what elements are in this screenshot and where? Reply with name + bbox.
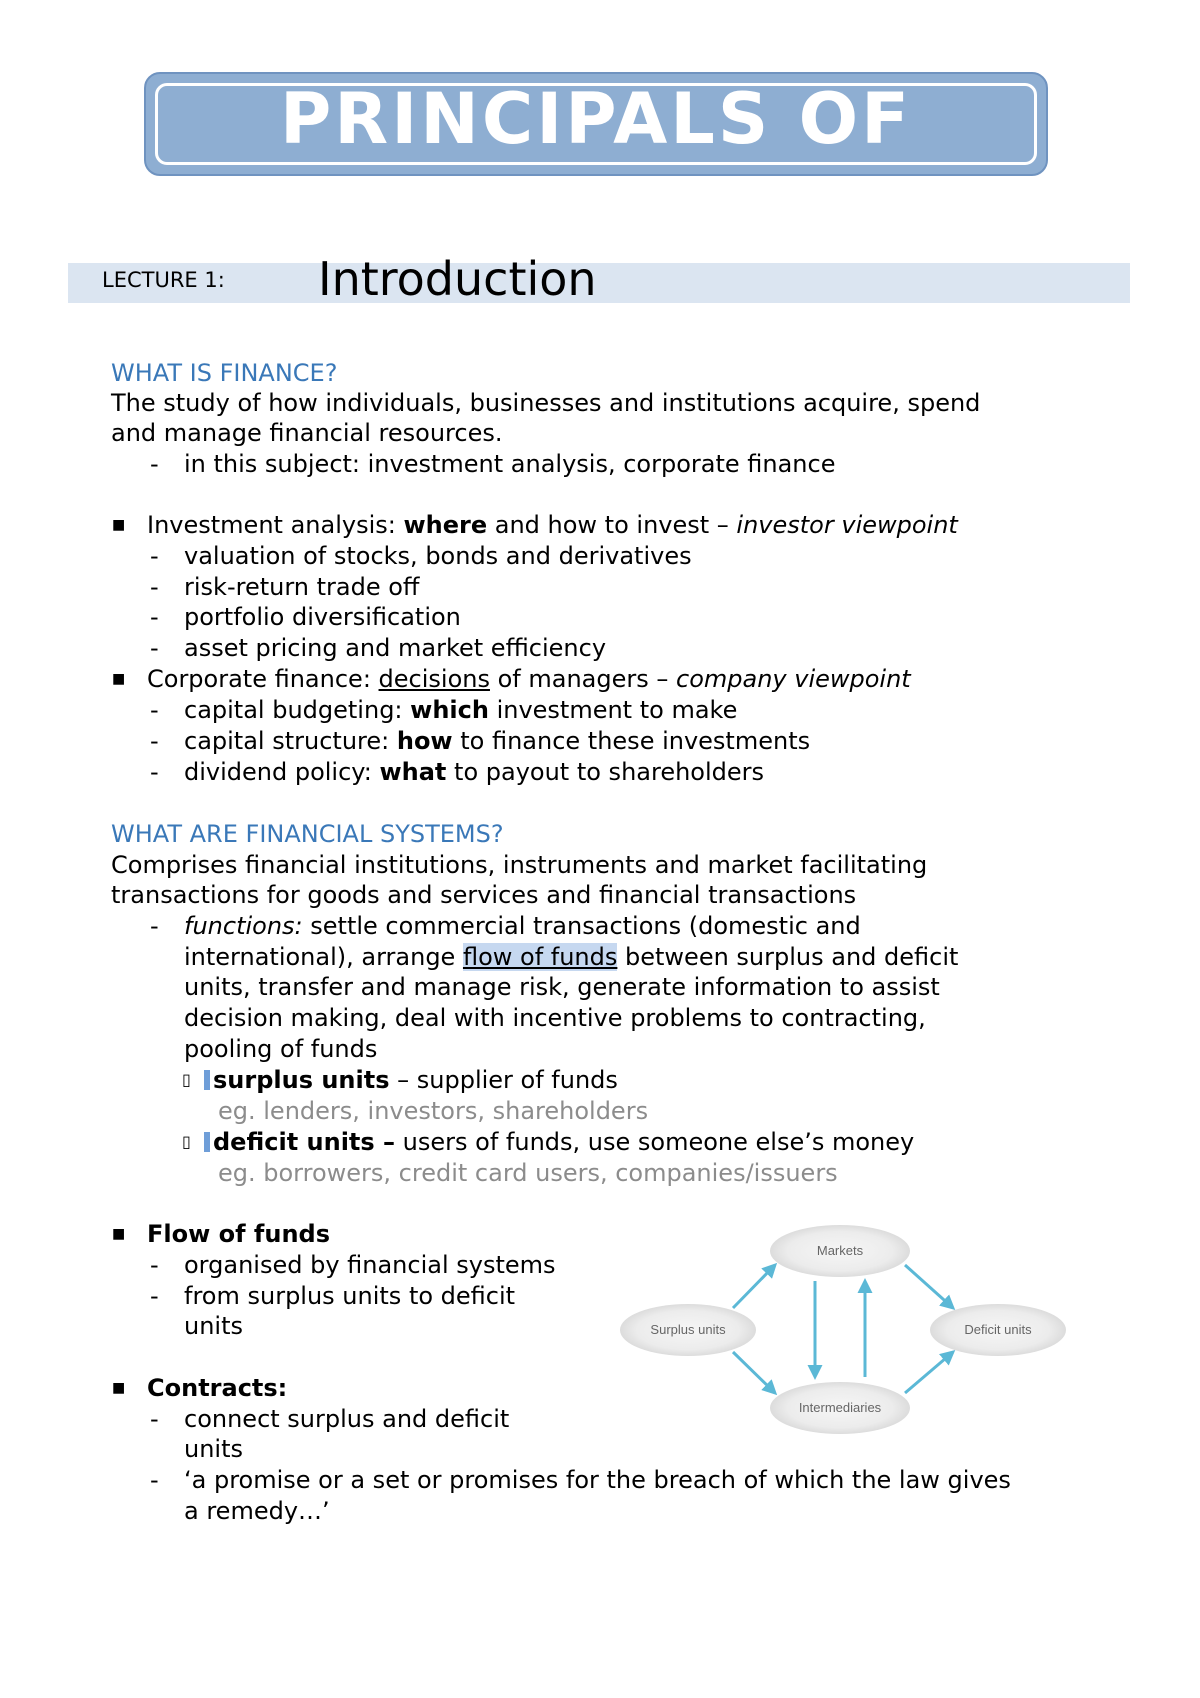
corporate-finance-line: Corporate finance: decisions of managers – company viewpoint	[147, 665, 911, 693]
arrow-markets-to-deficit	[905, 1265, 953, 1308]
systems-heading: WHAT ARE FINANCIAL SYSTEMS?	[111, 820, 504, 848]
dash: -	[150, 634, 159, 662]
list-item: valuation of stocks, bonds and derivatives	[184, 542, 692, 570]
dash: -	[150, 1282, 159, 1310]
markets-label: Markets	[816, 1243, 864, 1258]
surplus-examples: eg. lenders, investors, shareholders	[218, 1097, 649, 1125]
functions-line-1: functions: settle commercial transactions (domestic and	[184, 912, 861, 940]
systems-definition-2: transactions for goods and services and financial transactions	[111, 881, 857, 909]
surplus-units-line: surplus units – supplier of funds	[204, 1065, 618, 1095]
functions-line-4: decision making, deal with incentive problems to contracting,	[184, 1004, 926, 1032]
list-item: capital structure: how to finance these investments	[184, 727, 811, 755]
list-item: risk-return trade off	[184, 573, 420, 601]
list-item: capital budgeting: which investment to make	[184, 696, 738, 724]
investment-analysis-line: Investment analysis: where and how to invest – investor viewpoint	[147, 511, 958, 539]
deficit-examples: eg. borrowers, credit card users, companies/issuers	[218, 1159, 838, 1187]
finance-definition-2: and manage financial resources.	[111, 419, 503, 447]
subject-note: in this subject: investment analysis, corporate finance	[184, 450, 836, 478]
dash: -	[150, 1466, 159, 1494]
list-item: dividend policy: what to payout to shareholders	[184, 758, 765, 786]
list-item: ‘a promise or a set or promises for the breach of which the law gives	[184, 1466, 1011, 1494]
contracts-heading: Contracts:	[147, 1374, 288, 1402]
list-item: asset pricing and market efficiency	[184, 634, 607, 662]
list-item-continued: a remedy…’	[184, 1497, 330, 1525]
arrow-surplus-to-markets	[733, 1265, 775, 1308]
dash: -	[150, 696, 159, 724]
list-item: portfolio diversification	[184, 603, 461, 631]
dash: -	[150, 1405, 159, 1433]
list-item: connect surplus and deficit	[184, 1405, 510, 1433]
list-item: organised by financial systems	[184, 1251, 556, 1279]
flow-of-funds-diagram	[615, 1225, 1075, 1465]
bullet-icon: ■	[112, 517, 126, 533]
title-banner	[144, 72, 1048, 176]
lecture-label: LECTURE 1:	[102, 268, 225, 292]
dash: -	[150, 542, 159, 570]
deficit-units-line: deficit units – users of funds, use someone else’s money	[204, 1127, 914, 1157]
list-item: from surplus units to deficit	[184, 1282, 516, 1310]
checkbox-icon: ▯	[182, 1070, 191, 1089]
dash: -	[150, 1251, 159, 1279]
list-item-continued: units	[184, 1312, 244, 1340]
checkbox-icon: ▯	[182, 1132, 191, 1151]
bullet-icon: ■	[112, 1226, 126, 1242]
dash: -	[150, 758, 159, 786]
dash: -	[150, 727, 159, 755]
bullet-icon: ■	[112, 671, 126, 687]
intermediaries-label: Intermediaries	[798, 1400, 882, 1415]
dash: -	[150, 912, 159, 940]
flow-heading: Flow of funds	[147, 1220, 330, 1248]
arrow-intermediaries-to-deficit	[905, 1352, 953, 1393]
functions-line-5: pooling of funds	[184, 1035, 378, 1063]
deficit-units-label: Deficit units	[964, 1322, 1032, 1337]
list-item-continued: units	[184, 1435, 244, 1463]
functions-line-2: international), arrange flow of funds between surplus and deficit	[184, 943, 959, 971]
dash: -	[150, 450, 159, 478]
page-title: PRINCIPALS OF	[279, 78, 913, 160]
arrow-surplus-to-intermediaries	[733, 1352, 775, 1393]
bullet-icon: ■	[112, 1380, 126, 1396]
lecture-bar	[68, 263, 1130, 303]
functions-line-3: units, transfer and manage risk, generate information to assist	[184, 973, 940, 1001]
systems-definition-1: Comprises financial institutions, instruments and market facilitating	[111, 851, 928, 879]
finance-definition-1: The study of how individuals, businesses and institutions acquire, spend	[111, 389, 981, 417]
dash: -	[150, 603, 159, 631]
lecture-title: Introduction	[318, 252, 597, 306]
finance-heading: WHAT IS FINANCE?	[111, 359, 338, 387]
surplus-units-label: Surplus units	[650, 1322, 726, 1337]
dash: -	[150, 573, 159, 601]
